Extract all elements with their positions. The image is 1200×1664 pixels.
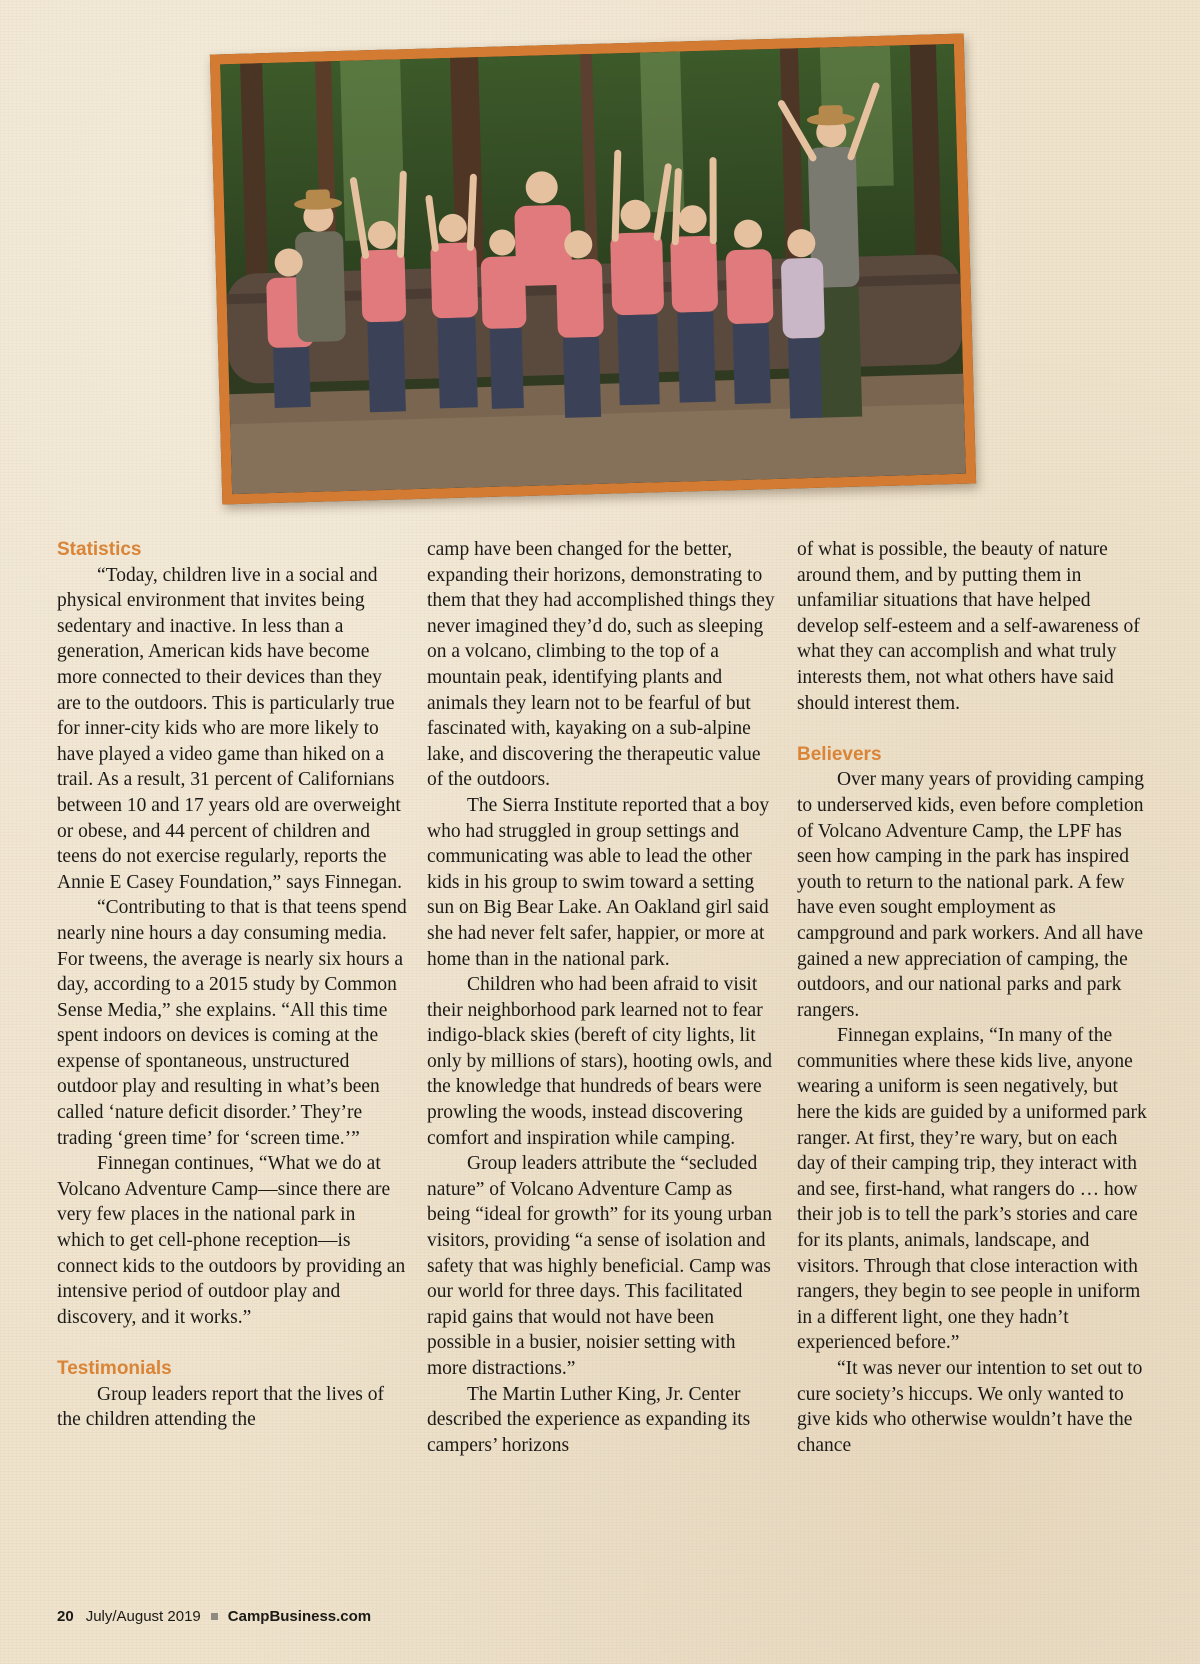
- paragraph: camp have been changed for the better, expanding their horizons, demonstrating to them that they had accomplished things they never imagined they’d do, such as sleeping on a volcano, climbing to the top of a mountain peak, identifying plants and animals they learn not to be fearful of but fascinated with, kayaking on a sub-alpine lake, and discovering the therapeutic value of the outdoors.: [427, 539, 775, 791]
- paragraph: Over many years of providing camping to underserved kids, even before completion of Volcano Adventure Camp, the LPF has seen how camping in the park has inspired youth to return to the national park. A few have even sought employment as campground and park workers. And all have gained a new appreciation of camping, the outdoors, and our national parks and park rangers.: [797, 769, 1145, 1021]
- heading-statistics: Statistics: [57, 539, 142, 560]
- column-2: [427, 537, 777, 1573]
- paragraph: Group leaders report that the lives of the children attending the: [57, 1383, 384, 1431]
- article-body: [57, 537, 1147, 1573]
- paragraph: “Today, children live in a social and physical environment that invites being sedentary and inactive. In less than a generation, American kids have become more connected to their devices than they are to the outdoors. This is particularly true for inner-city kids who are more likely to have played a video game than hiked on a trail. As a result, 31 percent of Californians between 10 and 17 years old are overweight or obese, and 44 percent of children and teens do not exercise regularly, reports the Annie E Casey Foundation,” says Finnegan.: [57, 564, 402, 893]
- paragraph: of what is possible, the beauty of nature around them, and by putting them in unfamiliar situations that have helped develop self-esteem and a self-awareness of what they can accomplish and what truly interests them, not what others have said should interest them.: [797, 539, 1140, 714]
- group-photo-icon: [220, 44, 966, 494]
- site-name: CampBusiness.com: [227, 1608, 372, 1625]
- paragraph: Finnegan explains, “In many of the communities where these kids live, anyone wearing a uniform is seen negatively, but here the kids are guided by a uniformed park ranger. At first, they’re wary, but on each day of their camping trip, they interact with and see, first-hand, what rangers do … how their job is to tell the park’s stories and care for its plants, animals, landscape, and visitors. Through that close interaction with rangers, they begin to see people in uniform in a different light, one they hadn’t experienced before.”: [797, 1025, 1147, 1354]
- paragraph: The Martin Luther King, Jr. Center described the experience as expanding its campers’ horizons: [427, 1383, 751, 1456]
- column-1: [57, 537, 407, 1573]
- group-photo: [210, 34, 976, 505]
- paragraph: Children who had been afraid to visit their neighborhood park learned not to fear indigo-black skies (bereft of city lights, lit only by millions of stars), hooting owls, and the knowledge that hundreds of bears were prowling the woods, instead discovering comfort and inspiration while camping.: [427, 974, 773, 1149]
- paragraph: The Sierra Institute reported that a boy who had struggled in group settings and communicating was able to lead the other kids in his group to swim toward a setting sun on Big Bear Lake. An Oakland girl said she had never felt safer, happier, or more at home than in the national park.: [427, 794, 770, 970]
- page-number: 20: [57, 1608, 74, 1625]
- issue-date: July/August 2019: [85, 1608, 201, 1625]
- column-3: [797, 537, 1147, 1573]
- heading-believers: Believers: [797, 743, 882, 765]
- page-footer: [57, 1608, 371, 1625]
- separator-square-icon: [211, 1613, 218, 1620]
- paragraph: “Contributing to that is that teens spend nearly nine hours a day consuming media. For tweens, the average is nearly six hours a day, according to a 2015 study by Common Sense Media,” she explains. “All this time spent indoors on devices is coming at the expense of spontaneous, unstructured outdoor play and resulting in what’s been called ‘nature deficit disorder.’ They’re trading ‘green time’ for ‘screen time.’”: [57, 897, 407, 1149]
- paragraph: “It was never our intention to set out to cure society’s hiccups. We only wanted to give kids who otherwise wouldn’t have the chance: [797, 1358, 1143, 1456]
- heading-testimonials: Testimonials: [57, 1358, 172, 1379]
- paragraph: Group leaders attribute the “secluded nature” of Volcano Adventure Camp as being “ideal for growth” for its young urban visitors, providing “a sense of isolation and safety that was highly beneficial. Camp was our world for three days. This facilitated rapid gains that would not have been possible in a busier, noisier setting with more distractions.”: [427, 1153, 772, 1379]
- paragraph: Finnegan continues, “What we do at Volcano Adventure Camp—since there are very few places in the national park in which to get cell-phone reception—is connect kids to the outdoors by providing an intensive period of outdoor play and discovery, and it works.”: [57, 1153, 406, 1328]
